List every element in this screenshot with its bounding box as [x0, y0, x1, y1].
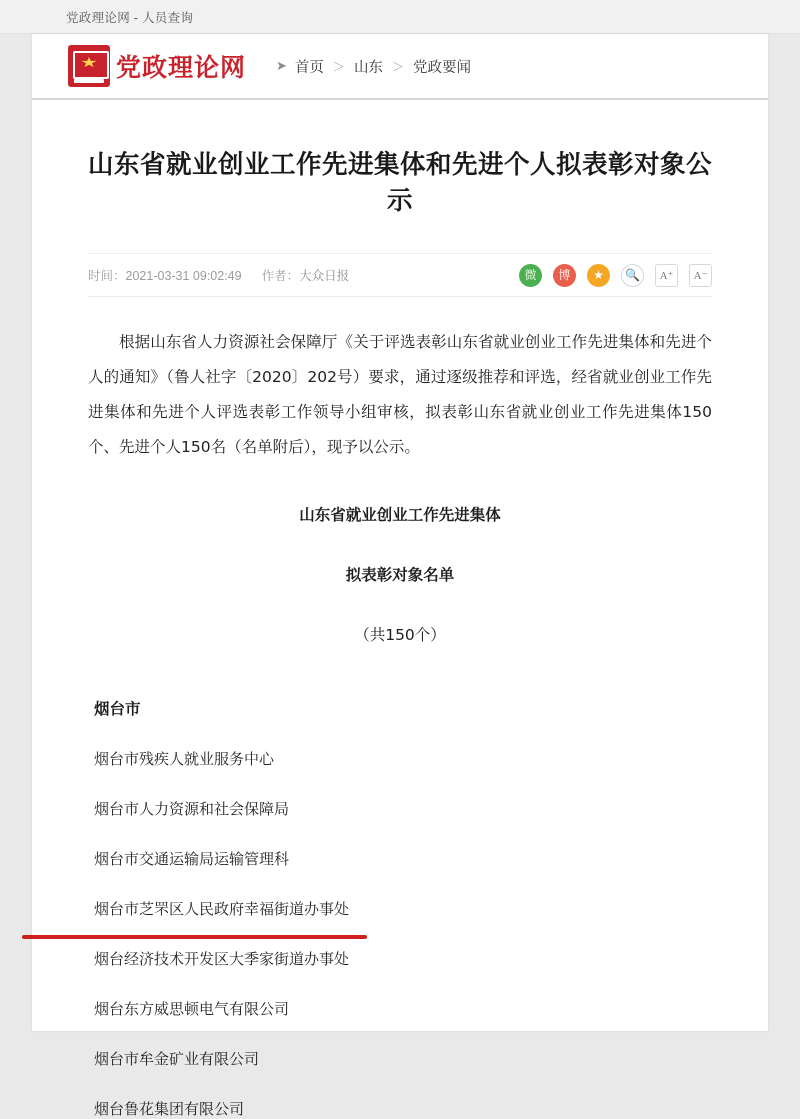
list-item: 烟台经济技术开发区大季家街道办事处: [94, 949, 350, 968]
list-item: 烟台市芝罘区人民政府幸福街道办事处: [94, 899, 350, 918]
list-item-highlighted: 烟台东方威思顿电气有限公司: [94, 999, 290, 1018]
article-share-toolbar: [519, 264, 712, 287]
page-title: 山东省就业创业工作先进集体和先进个人拟表彰对象公示: [88, 150, 713, 216]
list-item: 烟台市交通运输局运输管理科: [94, 849, 290, 868]
font-decrease-button[interactable]: A⁻: [689, 264, 712, 287]
site-logo-text: 党政理论网: [116, 53, 247, 82]
article-meta-left: [88, 266, 349, 284]
article-paragraph: 根据山东省人力资源社会保障厅《关于评选表彰山东省就业创业工作先进集体和先进个人的通知》（鲁人社字〔2020〕202号）要求，通过逐级推荐和评选，经省就业创业工作先进集体和先进个人评选表彰工作领导小组审核，拟表彰山东省就业创业工作先进集体150个、先进个人150名（名单附后），现予以公示。: [88, 333, 712, 456]
site-logo[interactable]: [68, 45, 246, 87]
list-title-sub: 拟表彰对象名单: [345, 565, 455, 584]
browser-breadcrumb-bar: [0, 0, 800, 34]
section-heading-yantai: 烟台市: [94, 699, 141, 718]
arrow-right-icon: ➤: [276, 58, 287, 73]
list-item: 烟台鲁花集团有限公司: [94, 1099, 245, 1118]
search-icon[interactable]: 🔍: [621, 264, 644, 287]
publish-time: 时间：2021-03-31 09:02:49: [88, 269, 242, 284]
red-underline-annotation: [22, 935, 367, 939]
breadcrumb-nav: [276, 56, 471, 77]
article-author: 作者：大众日报: [261, 269, 350, 284]
nav-separator-1: ＞: [332, 59, 345, 74]
wechat-icon[interactable]: 微: [519, 264, 542, 287]
list-title-main: 山东省就业创业工作先进集体: [299, 505, 501, 524]
list-item: 烟台市人力资源和社会保障局: [94, 799, 290, 818]
nav-item-news[interactable]: 党政要闻: [412, 59, 471, 76]
star-icon[interactable]: ★: [587, 264, 610, 287]
list-item: 烟台市牟金矿业有限公司: [94, 1049, 260, 1068]
list-item: 烟台市残疾人就业服务中心: [94, 749, 275, 768]
font-increase-button[interactable]: A⁺: [655, 264, 678, 287]
article-meta-row: [88, 253, 712, 297]
list-title-count: （共150个）: [354, 625, 446, 644]
nav-item-shandong[interactable]: 山东: [353, 59, 383, 76]
nav-separator-2: ＞: [391, 59, 404, 74]
site-header: [32, 34, 768, 100]
breadcrumb-text: 党政理论网 - 人员查询: [66, 10, 194, 25]
article-body: [32, 148, 768, 1119]
nav-item-home[interactable]: 首页: [294, 59, 324, 76]
emblem-icon: [68, 45, 110, 87]
document-sheet: [32, 34, 768, 1118]
weibo-icon[interactable]: 博: [553, 264, 576, 287]
